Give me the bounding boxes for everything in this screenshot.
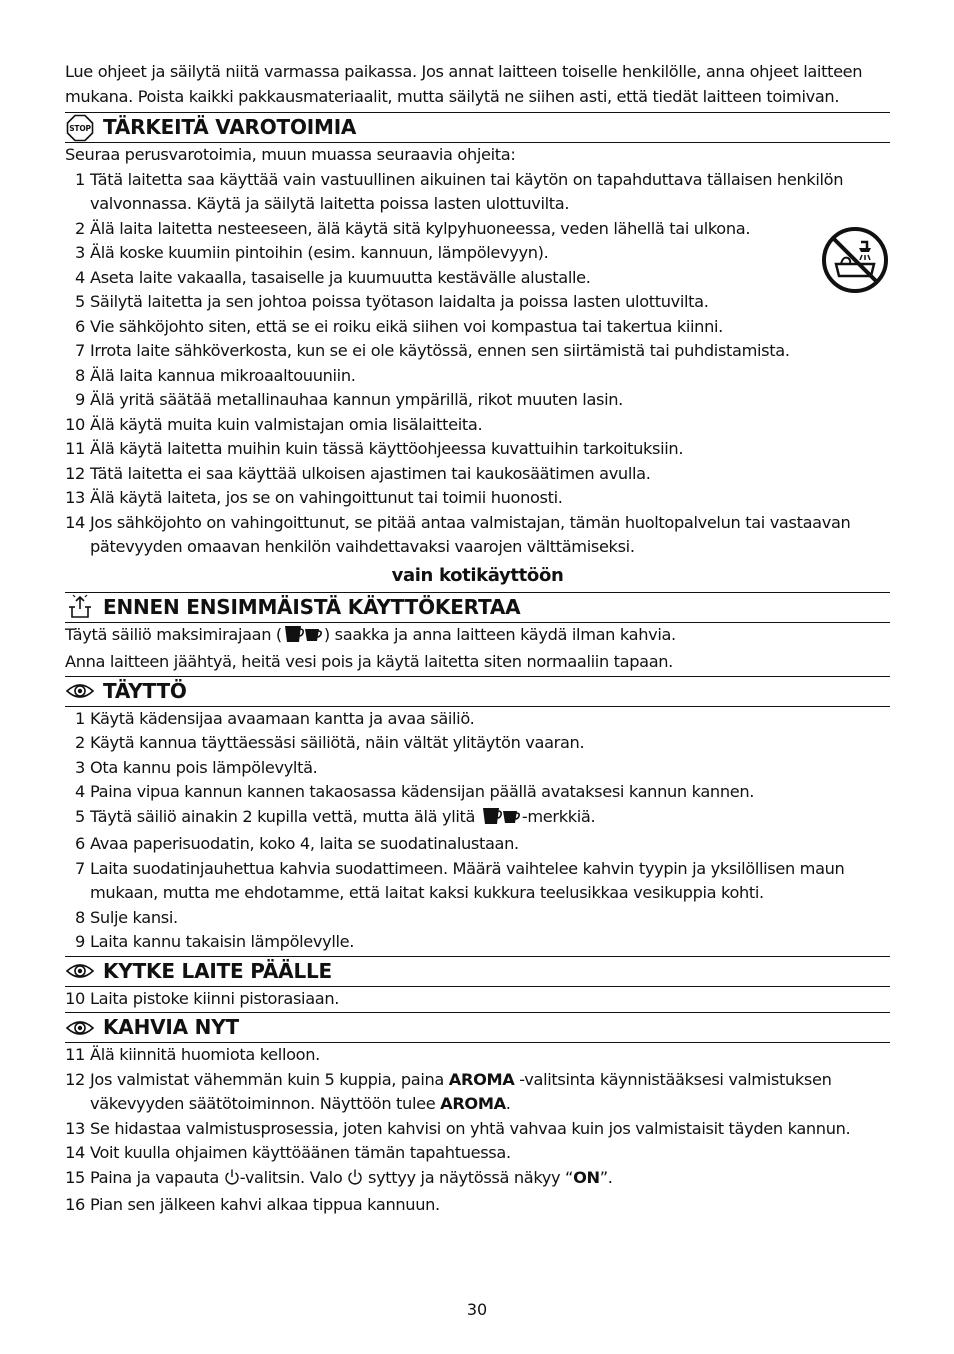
- home-use-only-label: vain kotikäyttöön: [391, 564, 564, 586]
- item-text: Avaa paperisuodatin, koko 4, laita se suodatinalustaan.: [90, 834, 519, 853]
- item-number: 10: [65, 988, 85, 1008]
- item-number: 6: [75, 316, 85, 336]
- on-label: ON: [573, 1167, 600, 1187]
- item-text: Voit kuulla ohjaimen käyttöäänen tämän tapahtuessa.: [90, 1143, 511, 1162]
- item-number: 1: [75, 169, 85, 189]
- coffee-item: [65, 1068, 890, 1117]
- filling-item: [65, 832, 890, 857]
- item-number: 8: [75, 907, 85, 927]
- safety-item: [65, 364, 890, 389]
- aroma-label: AROMA: [448, 1069, 515, 1089]
- item-number: 8: [75, 365, 85, 385]
- text-part: -valitsinta käynnistääksesi valmistuksen väkevyyden säätötoiminnon. Näyttöön tulee: [90, 1069, 832, 1113]
- item-number: 11: [65, 1045, 85, 1064]
- safety-item: [65, 217, 890, 242]
- item-text: Aseta laite vakaalla, tasaiselle ja kuumuutta kestävälle alustalle.: [90, 267, 591, 287]
- item-number: 12: [65, 1069, 85, 1089]
- item-text: Älä käytä muita kuin valmistajan omia lisälaitteita.: [90, 414, 483, 434]
- section-switch-on-title: KYTKE LAITE PÄÄLLE: [103, 958, 333, 983]
- section-safety-heading: [65, 112, 890, 143]
- item-number: 10: [65, 414, 85, 434]
- coffee-item: [65, 1117, 890, 1142]
- switch-on-list: [65, 987, 890, 1012]
- power-icon: [347, 1168, 363, 1194]
- item-text: Tätä laitetta ei saa käyttää ulkoisen ajastimen tai kaukosäätimen avulla.: [90, 463, 651, 483]
- item-number: 5: [75, 292, 85, 311]
- filling-list: [65, 707, 890, 955]
- safety-item: [65, 388, 890, 413]
- item-number: 13: [65, 1118, 85, 1138]
- safety-lead: Seuraa perusvarotoimia, muun muassa seuraavia ohjeita:: [65, 145, 516, 164]
- item5-start: Täytä säiliö ainakin 2 kupilla vettä, mutta älä ylitä: [90, 806, 480, 826]
- filling-item: [65, 930, 890, 955]
- page-number: 30: [466, 1300, 488, 1319]
- switch-on-item: [65, 987, 890, 1012]
- item-text: Älä laita laitetta nesteeseen, älä käytä sitä kylpyhuoneessa, veden lähellä tai ulkona.: [90, 218, 751, 238]
- item-number: 4: [75, 782, 85, 801]
- item-text: Käytä kannua täyttäessäsi säiliötä, näin vältät ylitäytön vaaran.: [90, 733, 585, 752]
- safety-item: [65, 168, 890, 217]
- coffee-item: [65, 1193, 890, 1218]
- item-number: 11: [65, 439, 85, 458]
- item-number: 15: [65, 1167, 85, 1187]
- item-text: Älä yritä säätää metallinauhaa kannun ympärillä, rikot muuten lasin.: [90, 390, 623, 409]
- item-text: Se hidastaa valmistusprosessia, joten kahvisi on yhtä vahvaa kuin jos valmistaisit täyden kannun.: [90, 1118, 851, 1138]
- filling-item: [65, 707, 890, 732]
- coffee-now-list: [65, 1043, 890, 1218]
- item-text: Älä koske kuumiin pintoihin (esim. kannuun, lämpölevyyn).: [90, 243, 549, 262]
- no-bathroom-use-icon: [821, 226, 889, 294]
- safety-item: [65, 290, 890, 315]
- safety-item: [65, 413, 890, 438]
- item-text: Älä kiinnitä huomiota kelloon.: [90, 1045, 320, 1064]
- section-coffee-now-title: KAHVIA NYT: [103, 1015, 239, 1040]
- item-number: 6: [75, 834, 85, 853]
- first-use-line-1-start: Täytä säiliö maksimirajaan (: [65, 624, 282, 644]
- item-text: [90, 1068, 890, 1117]
- item-number: 3: [75, 757, 85, 777]
- item-text: Laita suodatinjauhettua kahvia suodattimeen. Määrä vaihtelee kahvin tyypin ja yksilöllisen maun mukaan, mutta me ehdotamme, että laitat kaksi kukkura teelusikkaa vesikuppia kohti.: [90, 858, 845, 902]
- item-number: 7: [75, 858, 85, 878]
- safety-item: [65, 339, 890, 364]
- first-use-line-1-end: ) saakka ja anna laitteen käydä ilman kahvia.: [323, 624, 676, 644]
- item-number: 9: [75, 932, 85, 951]
- eye-icon: [65, 1015, 95, 1041]
- item-number: 4: [75, 267, 85, 287]
- item-text: Käytä kädensijaa avaamaan kantta ja avaa säiliö.: [90, 708, 475, 728]
- item-number: 5: [75, 806, 85, 826]
- item-text: Jos sähköjohto on vahingoittunut, se pitää antaa valmistajan, tämän huoltopalvelun tai vastaavan pätevyyden omaavan henkilön vaihdettavaksi vaarojen välttämiseksi.: [90, 512, 851, 556]
- safety-list: [65, 168, 890, 560]
- safety-item: [65, 437, 890, 462]
- filling-item: [65, 857, 890, 906]
- section-filling-heading: [65, 676, 890, 707]
- power-icon: [224, 1168, 240, 1194]
- coffee-item: [65, 1166, 890, 1194]
- item-text: Pian sen jälkeen kahvi alkaa tippua kannuun.: [90, 1195, 440, 1214]
- safety-item: [65, 266, 890, 291]
- item-text: Laita pistoke kiinni pistorasiaan.: [90, 988, 340, 1008]
- section-coffee-now-heading: [65, 1012, 890, 1043]
- stop-sign-icon: [65, 115, 95, 141]
- safety-item: [65, 315, 890, 340]
- safety-item: [65, 511, 890, 560]
- item-text: Irrota laite sähköverkosta, kun se ei ole käytössä, ennen sen siirtämistä tai puhdistamista.: [90, 341, 790, 360]
- item-number: 2: [75, 218, 85, 238]
- item-text: Paina vipua kannun kannen takaosassa kädensijan päällä avataksesi kannun kannen.: [90, 782, 755, 801]
- section-first-use-heading: [65, 592, 890, 623]
- item-number: 7: [75, 341, 85, 360]
- section-switch-on-heading: [65, 956, 890, 987]
- filling-item: [65, 731, 890, 756]
- item-number: 13: [65, 488, 85, 507]
- text-part: -valitsin. Valo: [239, 1167, 348, 1187]
- item-number: 12: [65, 463, 85, 483]
- item-text: Älä käytä laitetta muihin kuin tässä käyttöohjeessa kuvattuihin tarkoituksiin.: [90, 439, 684, 458]
- item-number: 14: [65, 512, 85, 532]
- aroma-label: AROMA: [440, 1094, 506, 1113]
- item-text: [90, 1166, 890, 1194]
- item-text: Sulje kansi.: [90, 907, 178, 927]
- item-number: 16: [65, 1195, 85, 1214]
- first-use-icon: [65, 594, 95, 620]
- safety-item: [65, 462, 890, 487]
- item-text: Älä käytä laiteta, jos se on vahingoittunut tai toimii huonosti.: [90, 488, 563, 507]
- text-part: .: [505, 1094, 511, 1113]
- item-text: Laita kannu takaisin lämpölevylle.: [90, 932, 355, 951]
- manual-page: [65, 60, 890, 1218]
- item-text: [90, 805, 890, 833]
- item-text: Vie sähköjohto siten, että se ei roiku eikä siihen voi kompastua tai takertua kiinni.: [90, 316, 723, 336]
- item-number: 14: [65, 1143, 85, 1162]
- item-text: Ota kannu pois lämpölevyltä.: [90, 757, 318, 777]
- eye-icon: [65, 678, 95, 704]
- text-part: Paina ja vapauta: [90, 1167, 224, 1187]
- max-cups-icon: [480, 807, 522, 833]
- first-use-line-2: Anna laitteen jäähtyä, heitä vesi pois ja käytä laitetta siten normaaliin tapaan.: [65, 652, 673, 671]
- item-number: 3: [75, 243, 85, 262]
- first-use-line-1: [65, 623, 890, 651]
- section-first-use-title: ENNEN ENSIMMÄISTÄ KÄYTTÖKERTAA: [103, 594, 521, 619]
- filling-item: [65, 906, 890, 931]
- item-number: 1: [75, 708, 85, 728]
- item-number: 2: [75, 733, 85, 752]
- coffee-item: [65, 1141, 890, 1166]
- safety-item: [65, 486, 890, 511]
- filling-item: [65, 805, 890, 833]
- svg-text:STOP: STOP: [69, 123, 91, 133]
- item-text: Säilytä laitetta ja sen johtoa poissa työtason laidalta ja poissa lasten ulottuvilta.: [90, 292, 709, 311]
- section-filling-title: TÄYTTÖ: [103, 678, 187, 703]
- item5-end: -merkkiä.: [521, 806, 596, 826]
- coffee-item: [65, 1043, 890, 1068]
- filling-item: [65, 780, 890, 805]
- item-text: Älä laita kannua mikroaaltouuniin.: [90, 365, 356, 385]
- safety-item: [65, 241, 890, 266]
- text-part: syttyy ja näytössä näkyy “: [363, 1167, 574, 1187]
- text-part: Jos valmistat vähemmän kuin 5 kuppia, paina: [90, 1069, 449, 1089]
- text-part: ”.: [599, 1167, 613, 1187]
- eye-icon: [65, 958, 95, 984]
- intro-text: Lue ohjeet ja säilytä niitä varmassa paikassa. Jos annat laitteen toiselle henkilölle, anna ohjeet laitteen mukana. Poista kaikki pakkausmateriaalit, mutta säilytä ne siihen asti, että tiedät laitteen toimivan.: [65, 62, 863, 106]
- section-safety-title: TÄRKEITÄ VAROTOIMIA: [103, 115, 357, 140]
- max-cups-icon: [282, 625, 324, 651]
- item-number: 9: [75, 390, 85, 409]
- item-text: Tätä laitetta saa käyttää vain vastuullinen aikuinen tai käytön on tapahduttava tällaisen henkilön valvonnassa. Käytä ja säilytä laitetta poissa lasten ulottuvilta.: [90, 169, 844, 213]
- filling-item: [65, 756, 890, 781]
